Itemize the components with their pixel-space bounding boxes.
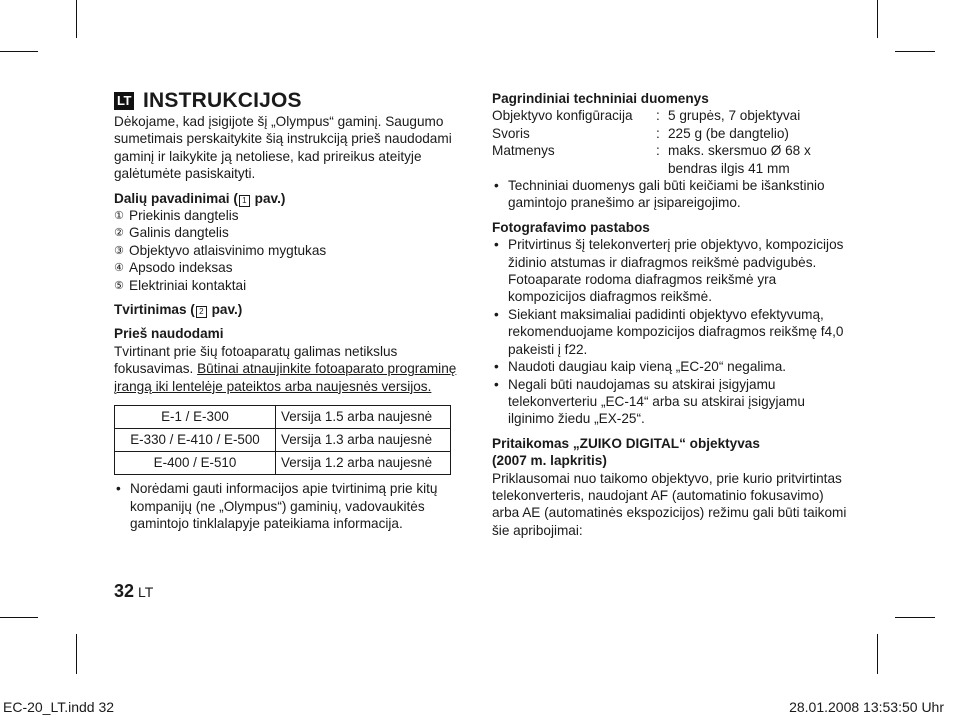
table-row: E-400 / E-510 Versija 1.2 arba naujesnė xyxy=(115,452,451,475)
firmware-warning: Būtinai atnaujinkite fotoaparato programinę įrangą iki lentelėje pateiktos arba naujesnės versijos. xyxy=(114,361,457,394)
firmware-version-table xyxy=(114,405,451,475)
mounting-heading: Tvirtinimas ( 2 pav.) xyxy=(114,302,243,318)
parts-list xyxy=(114,207,459,294)
list-item: • Naudoti daugiau kaip vieną „EC-20“ negalima. xyxy=(492,358,847,375)
intro-text: Dėkojame, kad įsigijote šį „Olympus“ gaminį. Saugumo sumetimais perskaitykite šią instrukciją prieš naudodami gaminį ir laikykite ją netoliese, kad prireikus ateityje galėtumėte pasiskaityti. xyxy=(114,114,452,182)
before-use-heading: Prieš naudodami xyxy=(114,326,224,342)
crop-mark-tr-h xyxy=(895,51,935,52)
page-title: INSTRUKCIJOS xyxy=(143,89,302,112)
parts-item: ② Galinis dangtelis xyxy=(114,225,229,241)
language-badge: LT xyxy=(114,92,134,110)
slug-filename: EC-20_LT.indd 32 xyxy=(3,699,115,715)
crop-mark-bl-v xyxy=(76,634,77,674)
crop-mark-tr-v xyxy=(877,0,878,38)
list-item: • Techniniai duomenys gali būti keičiami be išankstinio gamintojo pranešimo ar įsipareigojimo. xyxy=(492,177,847,212)
right-column xyxy=(492,90,847,539)
page-number: 32 LT xyxy=(114,581,154,601)
table-row: E-330 / E-410 / E-500 Versija 1.3 arba naujesnė xyxy=(115,429,451,452)
info-bullets xyxy=(114,480,459,532)
crop-mark-tl-h xyxy=(0,51,38,52)
list-item: • Negali būti naudojamas su atskirai įsigyjamu telekonverteriu „EC-14“ arba su atskirai įsigyjamu ilginimo žiedu „EX-25“. xyxy=(492,376,847,428)
crop-mark-br-h xyxy=(895,617,935,618)
title-row xyxy=(114,90,459,112)
crop-mark-bl-h xyxy=(0,617,38,618)
photo-notes-list xyxy=(492,236,847,427)
parts-item: ③ Objektyvo atlaisvinimo mygtukas xyxy=(114,242,327,258)
left-column xyxy=(114,90,459,532)
slug-timestamp: 28.01.2008 13:53:50 Uhr xyxy=(789,699,944,715)
crop-mark-tl-v xyxy=(76,0,77,38)
list-item: • Norėdami gauti informacijos apie tvirtinimą prie kitų kompanijų (ne „Olympus“) gaminių, vadovaukitės gamintojo tinklalapyje pateikiama informacija. xyxy=(114,480,459,532)
parts-heading: Dalių pavadinimai ( 1 pav.) xyxy=(114,190,286,206)
specs-heading: Pagrindiniai techniniai duomenys xyxy=(492,91,709,106)
crop-mark-br-v xyxy=(877,634,878,674)
list-item: • Pritvirtinus šį telekonverterį prie objektyvo, kompozicijos židinio atstumas ir diafragmos reikšmė padvigubės. Fotoaparate rodoma diafragmos reikšmė yra kompozicijos diafragmos reikšmė. xyxy=(492,236,847,306)
specs-note xyxy=(492,177,847,212)
zuiko-text: Priklausomai nuo taikomo objektyvo, prie kurio pritvirtintas telekonverteris, naudojant AF (automatinio fokusavimo) arba AE (automatinės ekspozicijos) režimu gali būti taikomi šie apribojimai: xyxy=(492,470,847,538)
table-row: E-1 / E-300 Versija 1.5 arba naujesnė xyxy=(115,406,451,429)
parts-item: ⑤ Elektriniai kontaktai xyxy=(114,277,247,293)
figure-ref-1: 1 xyxy=(239,195,250,207)
list-item: • Siekiant maksimaliai padidinti objektyvo efektyvumą, rekomenduojame kompozicijos diafragmos reikšmę f4,0 pakeisti į f22. xyxy=(492,306,847,358)
parts-item: ① Priekinis dangtelis xyxy=(114,208,239,224)
specs-table: Objektyvo konfigūracija : 5 grupės, 7 objektyvai Svoris : 225 g (be dangtelio) Matmenys : maks. skersmuo Ø 68 x bendras ilgis 41 mm xyxy=(492,108,811,176)
parts-item: ④ Apsodo indeksas xyxy=(114,260,233,276)
zuiko-heading: Pritaikomas „ZUIKO DIGITAL“ objektyvas (2007 m. lapkritis) xyxy=(492,435,760,469)
figure-ref-2: 2 xyxy=(196,306,207,318)
before-use-text: Tvirtinant prie šių fotoaparatų galimas netikslus fokusavimas. Būtinai atnaujinkite fotoaparato programinę įrangą iki lentelėje pateiktos arba naujesnės versijos. xyxy=(114,343,457,394)
photo-notes-heading: Fotografavimo pastabos xyxy=(492,219,650,235)
